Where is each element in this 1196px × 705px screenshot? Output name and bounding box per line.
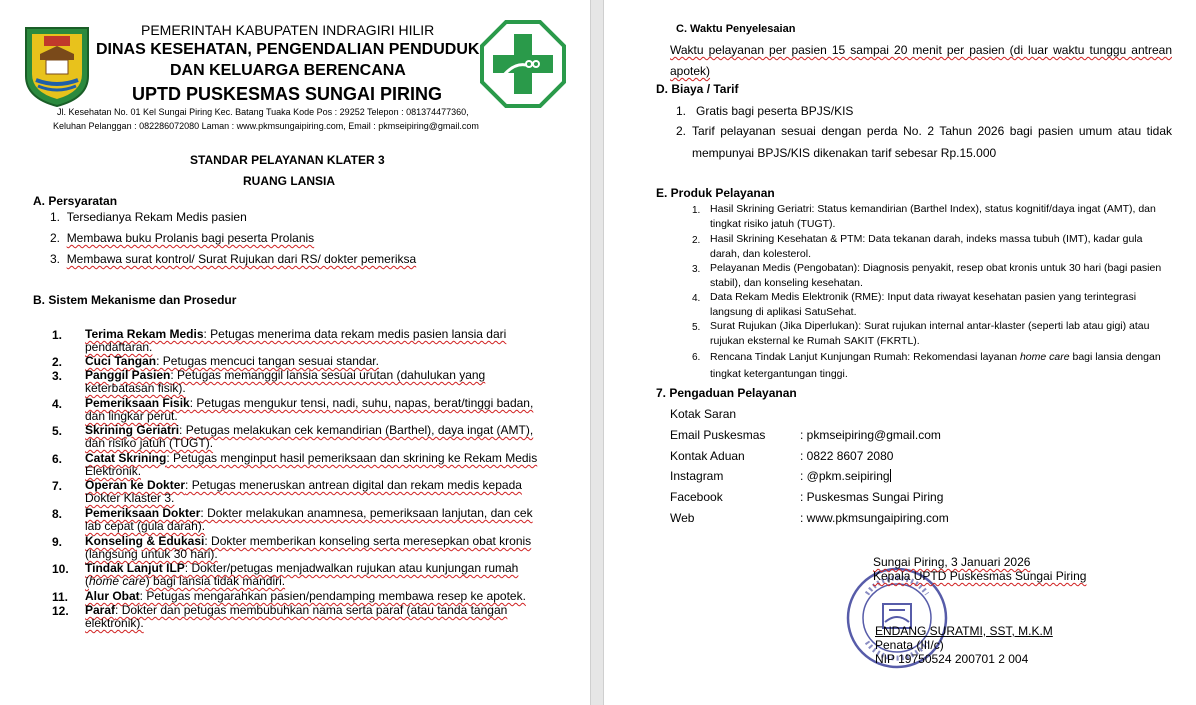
header-address-line-1: Jl. Kesehatan No. 01 Kel Sungai Piring Kec. Batang Tuaka Kode Pos : 29252 Telepon : 081374477360, — [57, 107, 469, 117]
header-agency-line: DINAS KESEHATAN, PENGENDALIAN PENDUDUK — [96, 41, 480, 58]
product-number: 3. — [692, 264, 701, 275]
list-item: Tarif pelayanan sesuai dengan perda No. 2 Tahun 2026 bagi pasien umum atau tidak mempunyai BPJS/KIS dikenakan tarif sebesar Rp.15.000 — [692, 124, 1172, 160]
signature-name: ENDANG SURATMI, SST, M.K.M — [875, 624, 1053, 638]
procedure-number: 11. — [52, 590, 69, 604]
procedure-step: Paraf: Dokter dan petugas membubuhkan nama serta paraf (atau tanda tangan elektronik). — [85, 603, 508, 630]
procedure-number: 12. — [52, 604, 69, 618]
product-number: 1. — [692, 205, 701, 216]
section-c-text: Waktu pelayanan per pasien 15 sampai 20 menit per pasien (di luar waktu tunggu antrean apotek) — [670, 43, 1172, 78]
procedure-step: Alur Obat: Petugas mengarahkan pasien/pendamping membawa resep ke apotek. — [85, 589, 526, 603]
signature-nip: NIP 19750524 200701 2 004 — [875, 652, 1029, 666]
procedure-step: Tindak Lanjut ILP: Dokter/petugas menjadwalkan rujukan atau kunjungan rumah (home care) bagi lansia tidak mandiri. — [85, 561, 519, 588]
product-number: 5. — [692, 322, 701, 333]
signature-position: Kepala UPTD Puskesmas Sungai Piring — [873, 569, 1087, 583]
document-subtitle: RUANG LANSIA — [243, 174, 335, 188]
procedure-step: Terima Rekam Medis: Petugas menerima data rekam medis pasien lansia dari pendaftaran. — [85, 327, 507, 354]
product-item: Data Rekam Medis Elektronik (RME): Input data riwayat kesehatan pasien yang terintegrasi langsung di aplikasi SatuSehat. — [710, 291, 1137, 318]
procedure-step: Skrining Geriatri: Petugas melakukan cek kemandirian (Barthel), daya ingat (AMT), dan risiko jatuh (TUGT). — [85, 423, 534, 450]
procedure-step: Catat Skrining: Petugas menginput hasil pemeriksaan dan skrining ke Rekam Medis Elektronik. — [85, 451, 538, 478]
list-item: 1. Tersedianya Rekam Medis pasien — [50, 210, 247, 224]
contact-label: Web — [670, 511, 695, 525]
regency-crest-logo — [22, 24, 92, 108]
procedure-number: 3. — [52, 369, 63, 383]
procedure-step: Operan ke Dokter: Petugas meneruskan antrean digital dan rekam medis kepada Dokter Klaster 3. — [85, 478, 522, 505]
section-7-heading: 7. Pengaduan Pelayanan — [656, 386, 797, 400]
signature-place-date: Sungai Piring, 3 Januari 2026 — [873, 555, 1031, 569]
procedure-number: 6. — [52, 452, 63, 466]
contact-web: : www.pkmsungaipiring.com — [800, 511, 949, 525]
section-d-heading: D. Biaya / Tarif — [656, 82, 739, 96]
procedure-number: 4. — [52, 397, 63, 411]
contact-label: Kontak Aduan — [670, 449, 745, 463]
document-page-left — [0, 0, 590, 705]
product-number: 6. — [692, 352, 701, 363]
product-number: 2. — [692, 235, 701, 246]
procedure-number: 8. — [52, 507, 63, 521]
list-item: 1. Gratis bagi peserta BPJS/KIS — [676, 104, 854, 118]
procedure-step: Pemeriksaan Fisik: Petugas mengukur tensi, nadi, suhu, napas, berat/tinggi badan, dan lingkar perut. — [85, 396, 534, 423]
section-c-heading: C. Waktu Penyelesaian — [676, 23, 796, 35]
procedure-number: 5. — [52, 424, 63, 438]
contact-label: Email Puskesmas — [670, 428, 766, 442]
suggestion-box-label: Kotak Saran — [670, 407, 737, 421]
product-item: Pelayanan Medis (Pengobatan): Diagnosis penyakit, resep obat kronis untuk 30 hari (bagi pasien stabil), dan konseling kesehatan. — [710, 262, 1162, 289]
header-address-line-2: Keluhan Pelanggan : 082286072080 Laman : www.pkmsungaipiring.com, Email : pkmseipiring@gmail.com — [53, 121, 479, 131]
document-title: STANDAR PELAYANAN KLATER 3 — [190, 153, 385, 167]
product-item: Surat Rujukan (Jika Diperlukan): Surat rujukan internal antar-klaster (seperti lab atau gigi) atau rujukan eksternal ke Rumah SAKIT (FKRTL). — [710, 320, 1150, 347]
procedure-number: 1. — [52, 328, 63, 342]
product-number: 4. — [692, 293, 701, 304]
contact-facebook: : Puskesmas Sungai Piring — [800, 490, 944, 504]
text-cursor — [890, 469, 891, 482]
contact-email: : pkmseipiring@gmail.com — [800, 428, 941, 442]
procedure-step: Pemeriksaan Dokter: Dokter melakukan anamnesa, pemeriksaan lanjutan, dan cek lab cepat (gula darah). — [85, 506, 533, 533]
page-gutter — [590, 0, 604, 705]
contact-instagram[interactable]: : @pkm.seipiring — [800, 469, 890, 483]
contact-phone: : 0822 8607 2080 — [800, 449, 894, 463]
product-item: Rencana Tindak Lanjut Kunjungan Rumah: Rekomendasi layanan home care bagi lansia dengan tingkat ketergantungan tinggi. — [710, 351, 1161, 380]
contact-label: Instagram — [670, 469, 724, 483]
procedure-number: 2. — [52, 355, 63, 369]
puskesmas-cross-logo — [480, 20, 566, 108]
product-item: Hasil Skrining Geriatri: Status kemandirian (Barthel Index), status kognitif/daya ingat (AMT), dan tingkat risiko jatuh (TUGT). — [710, 203, 1156, 230]
list-item: 3. Membawa surat kontrol/ Surat Rujukan dari RS/ dokter pemeriksa — [50, 252, 417, 266]
list-item-number: 2. — [676, 124, 687, 138]
header-puskesmas-name: UPTD PUSKESMAS SUNGAI PIRING — [132, 84, 443, 104]
procedure-number: 10. — [52, 562, 69, 576]
section-e-heading: E. Produk Pelayanan — [656, 186, 775, 200]
product-item: Hasil Skrining Kesehatan & PTM: Data tekanan darah, indeks massa tubuh (IMT), kadar gula darah, dan kolesterol. — [710, 233, 1143, 260]
header-government-line: PEMERINTAH KABUPATEN INDRAGIRI HILIR — [141, 22, 435, 38]
procedure-step: Cuci Tangan: Petugas mencuci tangan sesuai standar. — [85, 354, 379, 368]
signature-rank: Penata (III/c) — [875, 638, 944, 652]
procedure-step: Konseling & Edukasi: Dokter memberikan konseling serta meresepkan obat kronis (langsung untuk 30 hari). — [85, 534, 532, 561]
procedure-step: Panggil Pasien: Petugas memanggil lansia sesuai urutan (dahulukan yang keterbatasan fisik). — [85, 368, 486, 395]
section-b-heading: B. Sistem Mekanisme dan Prosedur — [33, 293, 237, 307]
contact-label: Facebook — [670, 490, 723, 504]
procedure-number: 9. — [52, 535, 63, 549]
procedure-number: 7. — [52, 479, 63, 493]
header-agency-line-2: DAN KELUARGA BERENCANA — [170, 62, 406, 79]
section-a-heading: A. Persyaratan — [33, 194, 118, 208]
list-item: 2. Membawa buku Prolanis bagi peserta Prolanis — [50, 231, 315, 245]
